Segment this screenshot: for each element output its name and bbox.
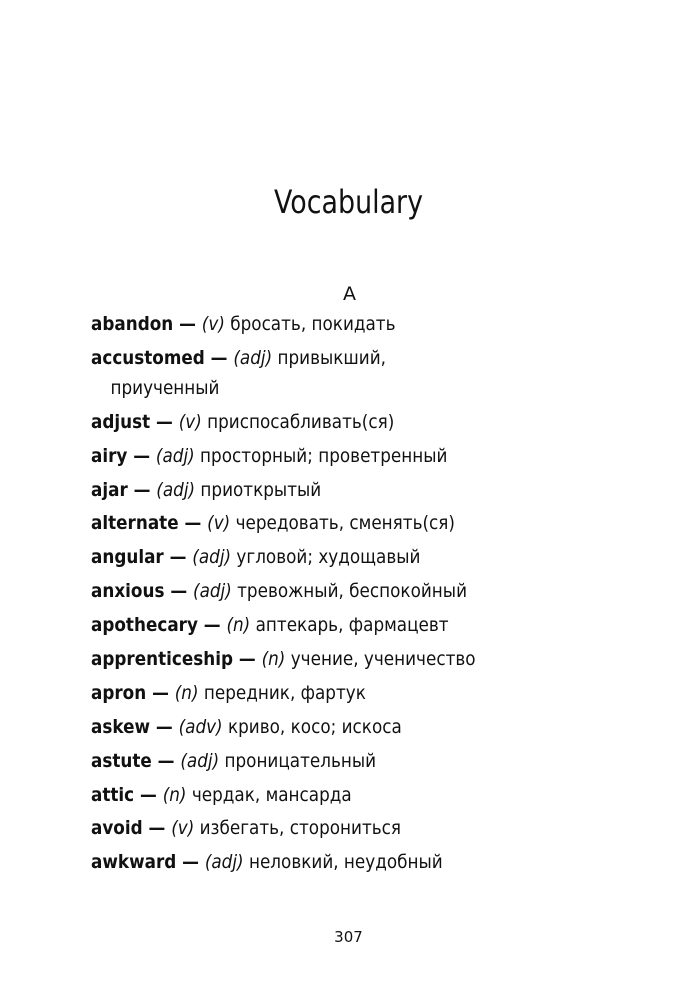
entry-part-of-speech: (adj) xyxy=(180,749,220,772)
vocabulary-entry xyxy=(91,813,587,843)
entry-part-of-speech: (v) xyxy=(171,817,195,840)
entry-translation: чередовать, сменять(ся) xyxy=(235,512,455,535)
vocabulary-entry xyxy=(91,309,587,339)
entry-term: alternate xyxy=(91,512,179,535)
vocabulary-entry xyxy=(91,576,587,606)
entry-dash: — xyxy=(157,749,175,772)
entry-term: adjust xyxy=(91,410,151,433)
entry-dash: — xyxy=(155,715,173,738)
entry-translation: просторный; проветренный xyxy=(200,444,448,467)
vocabulary-entry xyxy=(91,847,587,877)
vocabulary-list xyxy=(91,309,651,881)
entry-dash: — xyxy=(133,478,151,501)
entry-translation: неловкий, неудобный xyxy=(248,851,443,874)
entry-translation: аптекарь, фармацевт xyxy=(255,614,449,637)
entry-translation-continuation: приученный xyxy=(110,376,220,399)
entry-term: abandon xyxy=(91,313,174,335)
entry-part-of-speech: (v) xyxy=(201,313,225,335)
entry-part-of-speech: (n) xyxy=(162,783,187,806)
entry-term: accustomed xyxy=(91,346,205,369)
entry-dash: — xyxy=(182,851,199,874)
entry-term: apothecary xyxy=(91,614,198,637)
entry-part-of-speech: (v) xyxy=(207,512,231,535)
vocabulary-entry xyxy=(91,678,587,708)
vocabulary-entry xyxy=(91,343,587,403)
entry-term: askew xyxy=(91,715,151,738)
entry-translation: избегать, сторониться xyxy=(199,817,402,840)
entry-dash: — xyxy=(179,313,196,335)
vocabulary-entry xyxy=(91,475,587,505)
entry-dash: — xyxy=(156,410,173,433)
entry-term: angular xyxy=(91,546,164,569)
entry-part-of-speech: (adj) xyxy=(192,546,232,569)
entry-part-of-speech: (n) xyxy=(226,614,251,637)
entry-term: attic xyxy=(91,783,135,806)
entry-dash: — xyxy=(184,512,202,535)
entry-dash: — xyxy=(152,681,169,704)
vocabulary-entry xyxy=(91,644,587,674)
vocabulary-entry xyxy=(91,407,587,437)
entry-part-of-speech: (adv) xyxy=(178,715,223,738)
entry-dash: — xyxy=(170,580,188,603)
vocabulary-entry xyxy=(91,610,587,640)
entry-part-of-speech: (n) xyxy=(174,681,199,704)
entry-term: apron xyxy=(91,681,147,704)
entry-translation: привыкший, xyxy=(277,346,387,369)
entry-dash: — xyxy=(148,817,166,840)
entry-dash: — xyxy=(238,648,256,671)
entry-term: avoid xyxy=(91,817,143,840)
entry-part-of-speech: (adj) xyxy=(233,346,273,369)
entry-part-of-speech: (n) xyxy=(261,648,286,671)
vocabulary-entry xyxy=(91,542,587,572)
page-title: Vocabulary xyxy=(274,183,423,221)
vocabulary-entry xyxy=(91,780,587,810)
entry-term: astute xyxy=(91,749,152,772)
section-letter: A xyxy=(343,283,356,305)
entry-translation: криво, косо; искоса xyxy=(227,715,402,738)
entry-dash: — xyxy=(203,614,221,637)
entry-translation: учение, ученичество xyxy=(290,648,476,671)
entry-translation: приоткрытый xyxy=(200,478,322,501)
entry-translation: приспосабливать(ся) xyxy=(207,410,395,433)
entry-part-of-speech: (adj) xyxy=(204,851,244,874)
entry-dash: — xyxy=(140,783,157,806)
entry-term: apprenticeship xyxy=(91,648,234,671)
entry-translation: угловой; худощавый xyxy=(236,546,421,569)
entry-part-of-speech: (adj) xyxy=(155,444,195,467)
entry-translation: бросать, покидать xyxy=(230,313,396,335)
entry-term: awkward xyxy=(91,851,177,874)
entry-translation: тревожный, беспокойный xyxy=(237,580,468,603)
page-number: 307 xyxy=(334,928,363,946)
entry-dash: — xyxy=(210,346,228,369)
entry-translation: чердак, мансарда xyxy=(191,783,352,806)
vocabulary-entry xyxy=(91,712,587,742)
vocabulary-entry xyxy=(91,508,587,538)
entry-translation: передник, фартук xyxy=(203,681,366,704)
entry-part-of-speech: (adj) xyxy=(193,580,232,603)
entry-part-of-speech: (adj) xyxy=(156,478,196,501)
vocabulary-entry xyxy=(91,441,587,471)
entry-translation: проницательный xyxy=(224,749,377,772)
entry-term: airy xyxy=(91,444,128,467)
entry-term: anxious xyxy=(91,580,165,603)
vocabulary-entry xyxy=(91,746,587,776)
entry-part-of-speech: (v) xyxy=(178,410,202,433)
entry-dash: — xyxy=(169,546,187,569)
entry-dash: — xyxy=(133,444,151,467)
entry-term: ajar xyxy=(91,478,128,501)
